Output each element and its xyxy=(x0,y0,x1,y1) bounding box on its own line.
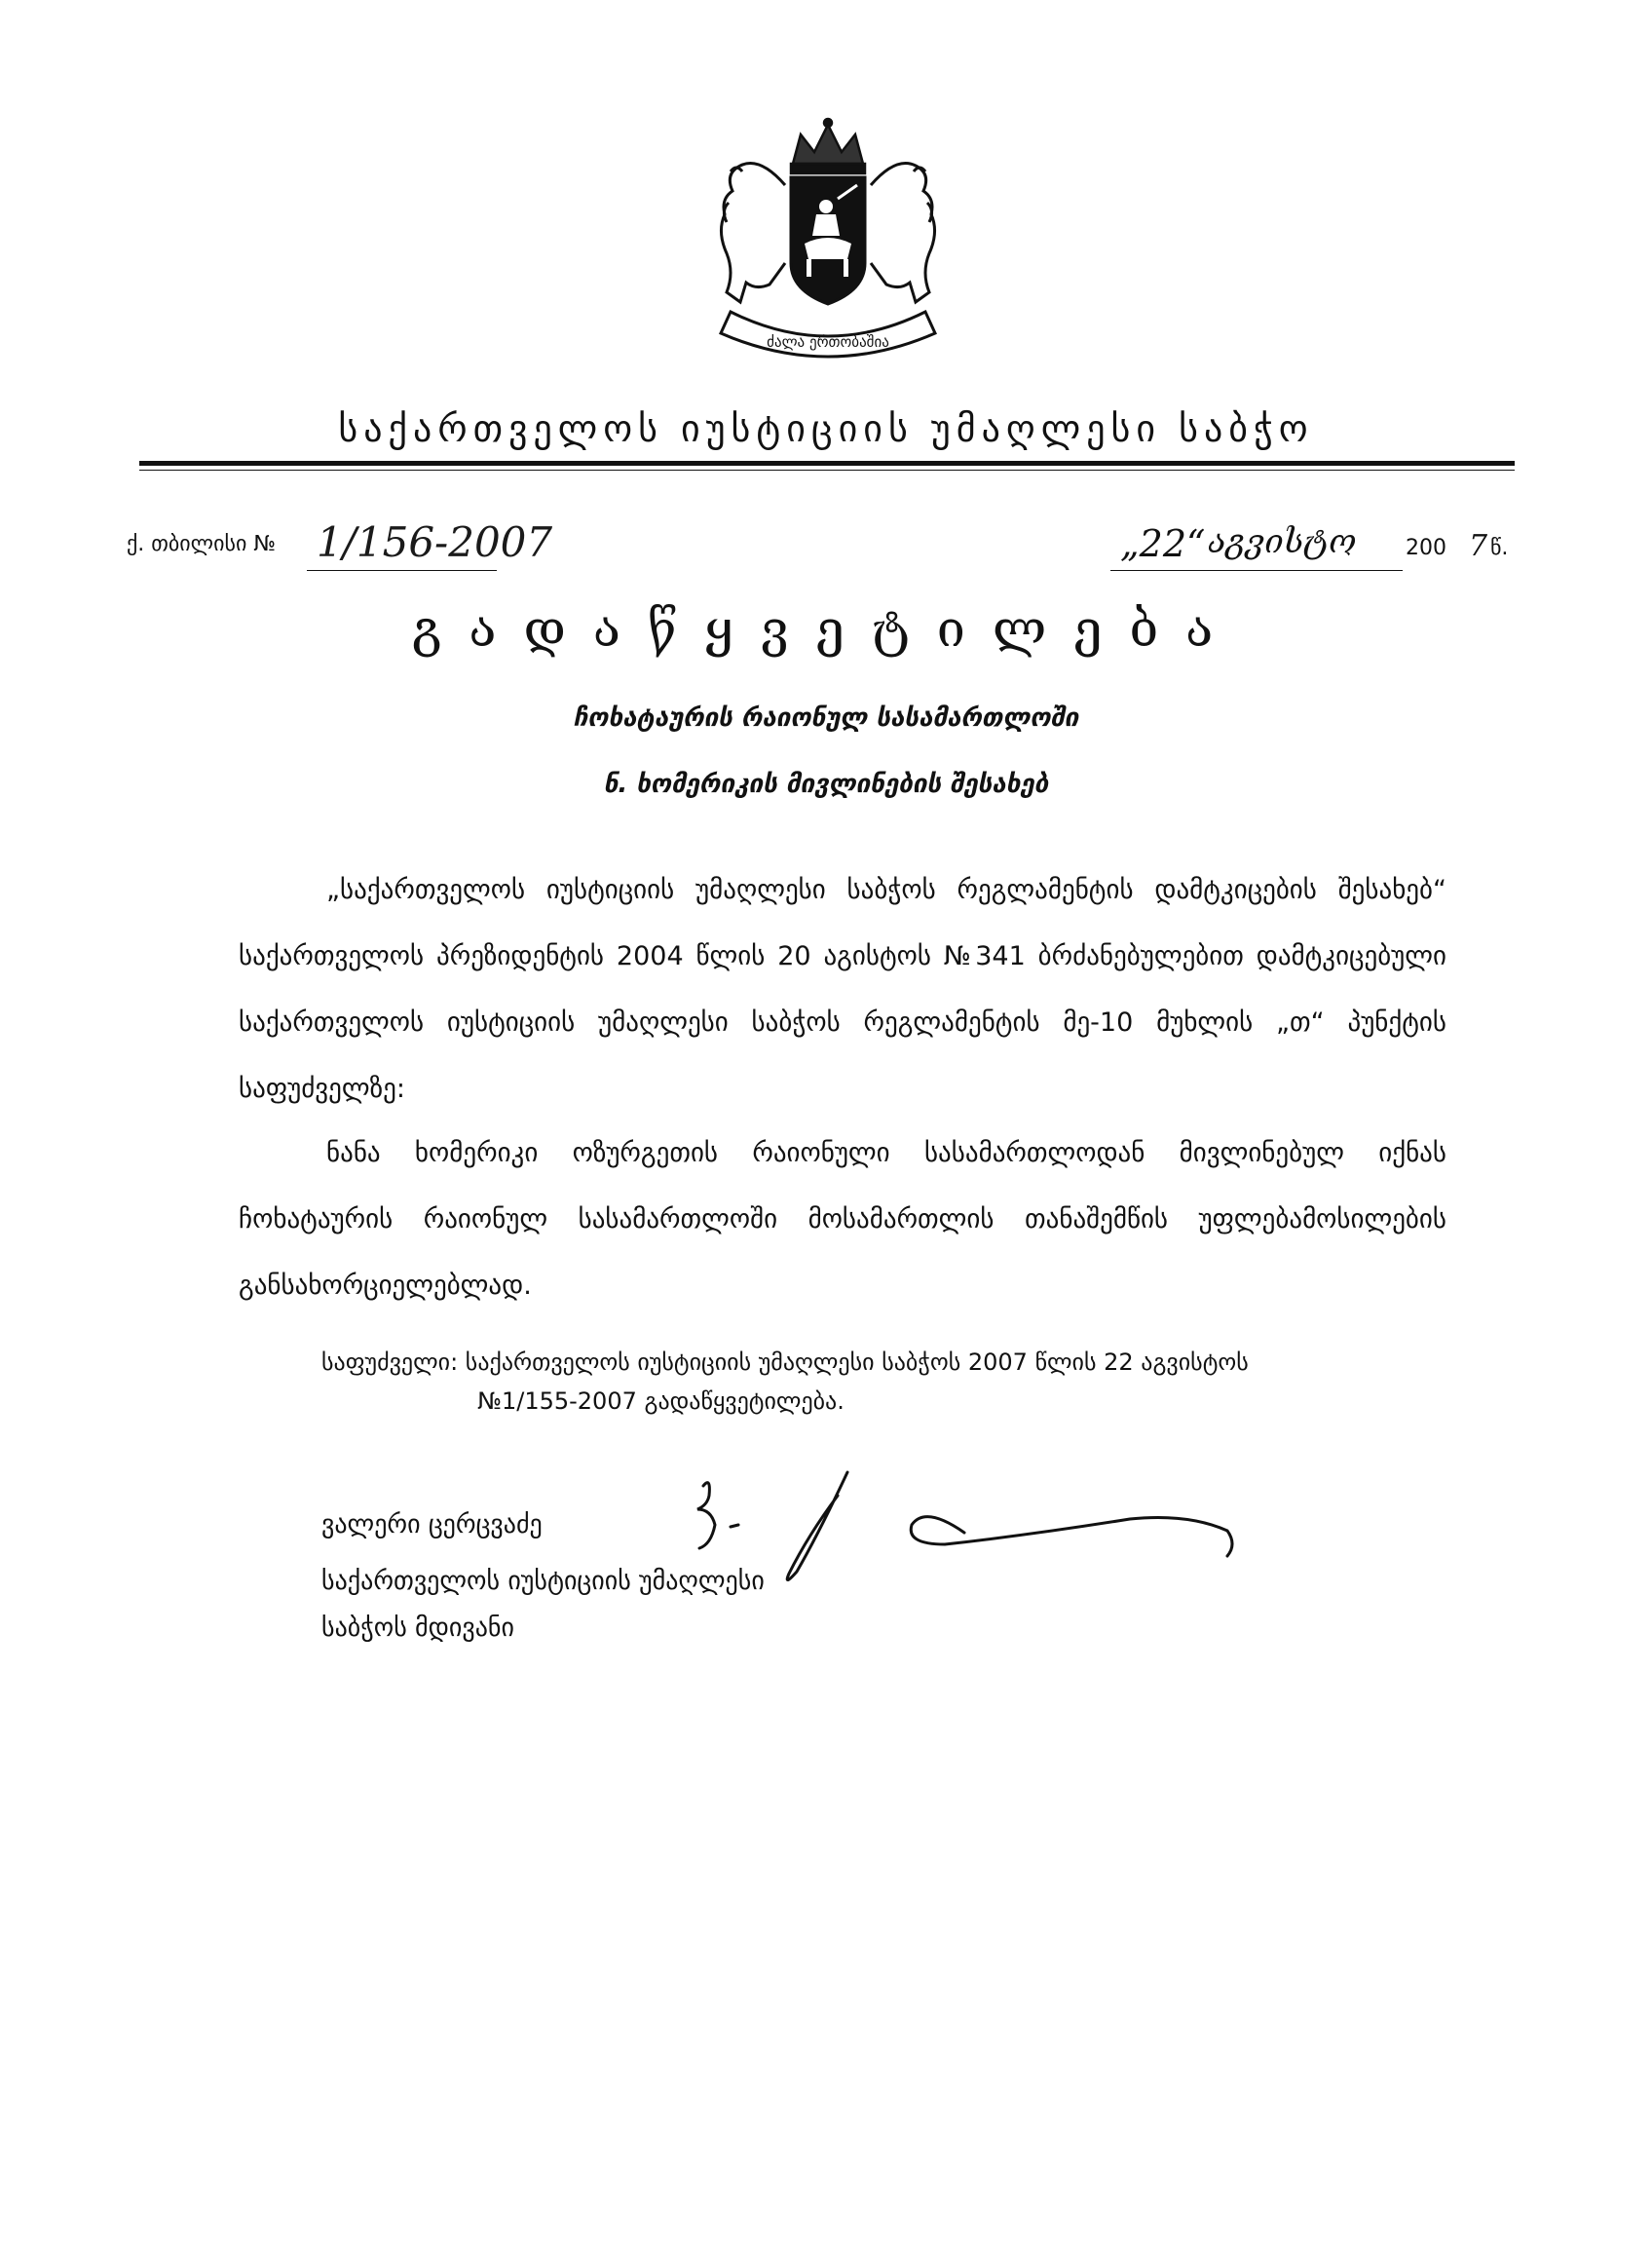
subtitle-line-2: ნ. ხომერიკის მივლინების შესახებ xyxy=(603,770,1049,799)
signatory-title-line-1: საქართველოს იუსტიციის უმაღლესი xyxy=(321,1567,765,1596)
date-underline xyxy=(1110,570,1403,571)
institution-title: საქართველოს იუსტიციის უმაღლესი საბჭო xyxy=(338,407,1314,450)
crown-icon xyxy=(791,119,865,173)
basis-line-2: №1/155-2007 გადაწყვეტილება. xyxy=(477,1387,845,1415)
date-day: „22“ xyxy=(1120,522,1206,565)
number-underline xyxy=(307,570,497,571)
document-number: 1/156-2007 xyxy=(317,518,553,566)
date-suffix: წ. xyxy=(1490,536,1509,560)
basis-note xyxy=(321,1343,1393,1421)
left-lion-icon xyxy=(721,164,785,303)
body-paragraph-2: ნანა ხომერიკი ოზურგეთის რაიონული სასამართლოდან მივლინებულ იქნას ჩოხატაურის რაიონულ სასამართლოში მოსამართლის თანაშემწის უფლებამოსილების განსახორციელებლად. xyxy=(239,1138,1446,1301)
document-type-heading: გადაწყვეტილება xyxy=(411,600,1241,659)
body-paragraph-1: „საქართველოს იუსტიციის უმაღლესი საბჭოს რეგლამენტის დამტკიცების შესახებ“ საქართველოს პრეზიდენტის 2004 წლის 20 აგისტოს №341 ბრძანებულებით დამტკიცებული საქართველოს იუსტიციის უმაღლესი საბჭოს რეგლამენტის მე-10 მუხლის „თ“ პუნქტის საფუძველზე: xyxy=(239,875,1446,1104)
date-month: აგვისტო xyxy=(1208,522,1357,561)
right-lion-icon xyxy=(871,164,935,303)
signatory-name: ვალერი ცერცვაძე xyxy=(321,1510,543,1539)
subtitle-line-1: ჩოხატაურის რაიონულ სასამართლოში xyxy=(573,703,1079,733)
header-rule-thick xyxy=(139,461,1515,466)
basis-line-1: საფუძველი: საქართველოს იუსტიციის უმაღლესი საბჭოს 2007 წლის 22 აგვისტოს xyxy=(321,1348,1249,1376)
date-year-prefix: 200 xyxy=(1406,536,1446,560)
handwritten-signature xyxy=(682,1466,1266,1603)
emblem-motto: ძალა ერთობაშია xyxy=(767,333,889,351)
date-year-handwritten: 7 xyxy=(1469,529,1488,563)
coat-of-arms-emblem xyxy=(692,117,964,370)
place-label: ქ. თბილისი № xyxy=(127,532,277,556)
header-rule-thin xyxy=(139,470,1515,471)
signatory-title-line-2: საბჭოს მდივანი xyxy=(321,1614,514,1643)
